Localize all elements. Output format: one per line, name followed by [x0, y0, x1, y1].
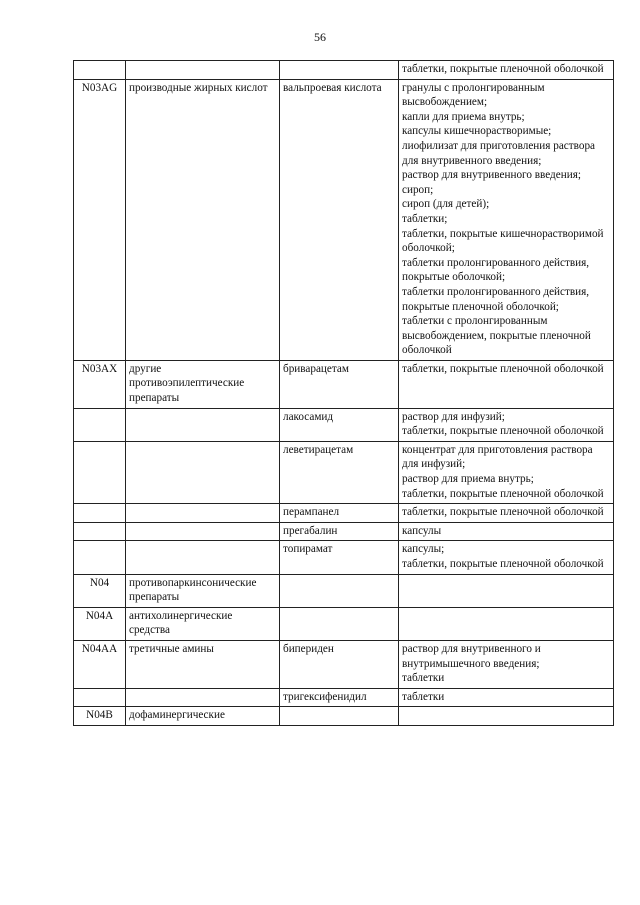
- substance-cell: перампанел: [280, 504, 399, 523]
- dosage-forms-cell: [399, 541, 614, 574]
- dosage-form: раствор для инфузий;: [402, 410, 505, 423]
- group-cell: [126, 61, 280, 80]
- group-cell: третичные амины: [126, 640, 280, 688]
- table-row: [74, 640, 614, 688]
- substance-cell: лакосамид: [280, 408, 399, 441]
- table-row: [74, 61, 614, 80]
- group-cell: [126, 441, 280, 503]
- substance-cell: [280, 61, 399, 80]
- table-row: [74, 441, 614, 503]
- table-row: [74, 607, 614, 640]
- dosage-form: таблетки пролонгированного действия, покрытые пленочной оболочкой;: [402, 285, 590, 313]
- atc-code-cell: N04AA: [74, 640, 126, 688]
- table-row: [74, 522, 614, 541]
- dosage-form: лиофилизат для приготовления раствора для внутривенного введения;: [402, 139, 595, 167]
- atc-code-cell: [74, 688, 126, 707]
- atc-code-cell: N03AX: [74, 360, 126, 408]
- substance-cell: бриварацетам: [280, 360, 399, 408]
- dosage-form: таблетки с пролонгированным высвобождением, покрытые пленочной оболочкой: [402, 315, 591, 357]
- atc-code-cell: N03AG: [74, 79, 126, 360]
- dosage-form: капли для приема внутрь;: [402, 110, 525, 123]
- dosage-forms-cell: [399, 360, 614, 408]
- group-cell: [126, 522, 280, 541]
- dosage-form: сироп (для детей);: [402, 198, 490, 211]
- substance-cell: топирамат: [280, 541, 399, 574]
- group-cell: [126, 541, 280, 574]
- group-cell: [126, 688, 280, 707]
- table-row: [74, 688, 614, 707]
- dosage-forms-cell: [399, 504, 614, 523]
- dosage-form: таблетки: [402, 690, 445, 703]
- substance-cell: прегабалин: [280, 522, 399, 541]
- drug-table-body: [74, 61, 614, 726]
- dosage-form: раствор для внутривенного введения;: [402, 169, 581, 182]
- atc-code-cell: [74, 408, 126, 441]
- dosage-form: таблетки, покрытые пленочной оболочкой: [402, 425, 604, 438]
- dosage-forms-cell: [399, 522, 614, 541]
- dosage-forms-cell: [399, 607, 614, 640]
- dosage-form: раствор для внутривенного и внутримышечного введения;: [402, 642, 541, 670]
- table-row: [74, 541, 614, 574]
- dosage-form: капсулы кишечнорастворимые;: [402, 125, 552, 138]
- table-row: [74, 574, 614, 607]
- atc-code-cell: [74, 541, 126, 574]
- dosage-form: таблетки, покрытые пленочной оболочкой: [402, 487, 604, 500]
- dosage-form: таблетки: [402, 672, 445, 685]
- drug-table: [73, 60, 614, 726]
- atc-code-cell: [74, 61, 126, 80]
- substance-cell: [280, 607, 399, 640]
- dosage-forms-cell: [399, 61, 614, 80]
- dosage-form: гранулы с пролонгированным высвобождением;: [402, 81, 545, 109]
- dosage-form: капсулы: [402, 524, 442, 537]
- dosage-forms-cell: [399, 408, 614, 441]
- dosage-form: таблетки, покрытые пленочной оболочкой: [402, 558, 604, 570]
- atc-code-cell: N04: [74, 574, 126, 607]
- substance-cell: бипериден: [280, 640, 399, 688]
- dosage-forms-cell: [399, 441, 614, 503]
- substance-cell: тригексифенидил: [280, 688, 399, 707]
- atc-code-cell: [74, 441, 126, 503]
- dosage-form: таблетки;: [402, 212, 448, 225]
- substance-cell: [280, 707, 399, 726]
- group-cell: антихолинергические средства: [126, 607, 280, 640]
- atc-code-cell: [74, 504, 126, 523]
- group-cell: производные жирных кислот: [126, 79, 280, 360]
- dosage-forms-cell: [399, 79, 614, 360]
- atc-code-cell: N04B: [74, 707, 126, 726]
- dosage-form: таблетки пролонгированного действия, покрытые оболочкой;: [402, 256, 590, 284]
- dosage-form: капсулы;: [402, 543, 445, 556]
- substance-cell: [280, 574, 399, 607]
- dosage-forms-cell: [399, 688, 614, 707]
- table-row: [74, 504, 614, 523]
- dosage-form: таблетки, покрытые пленочной оболочкой: [402, 362, 604, 375]
- table-row: [74, 360, 614, 408]
- atc-code-cell: N04A: [74, 607, 126, 640]
- dosage-form: сироп;: [402, 183, 434, 196]
- dosage-forms-cell: [399, 707, 614, 726]
- dosage-form: раствор для приема внутрь;: [402, 473, 534, 486]
- group-cell: другие противоэпилептические препараты: [126, 360, 280, 408]
- group-cell: [126, 504, 280, 523]
- page-number: 56: [314, 30, 326, 44]
- group-cell: дофаминергические: [126, 707, 280, 726]
- atc-code-cell: [74, 522, 126, 541]
- dosage-form: таблетки, покрытые пленочной оболочкой: [402, 506, 604, 519]
- dosage-form: таблетки, покрытые кишечнорастворимой оболочкой;: [402, 227, 604, 255]
- substance-cell: вальпроевая кислота: [280, 79, 399, 360]
- table-row: [74, 408, 614, 441]
- table-row: [74, 79, 614, 360]
- group-cell: противопаркинсонические препараты: [126, 574, 280, 607]
- dosage-form: концентрат для приготовления раствора для инфузий;: [402, 443, 593, 471]
- dosage-form: таблетки, покрытые пленочной оболочкой: [402, 63, 604, 75]
- dosage-forms-cell: [399, 574, 614, 607]
- substance-cell: леветирацетам: [280, 441, 399, 503]
- table-row: [74, 707, 614, 726]
- group-cell: [126, 408, 280, 441]
- dosage-forms-cell: [399, 640, 614, 688]
